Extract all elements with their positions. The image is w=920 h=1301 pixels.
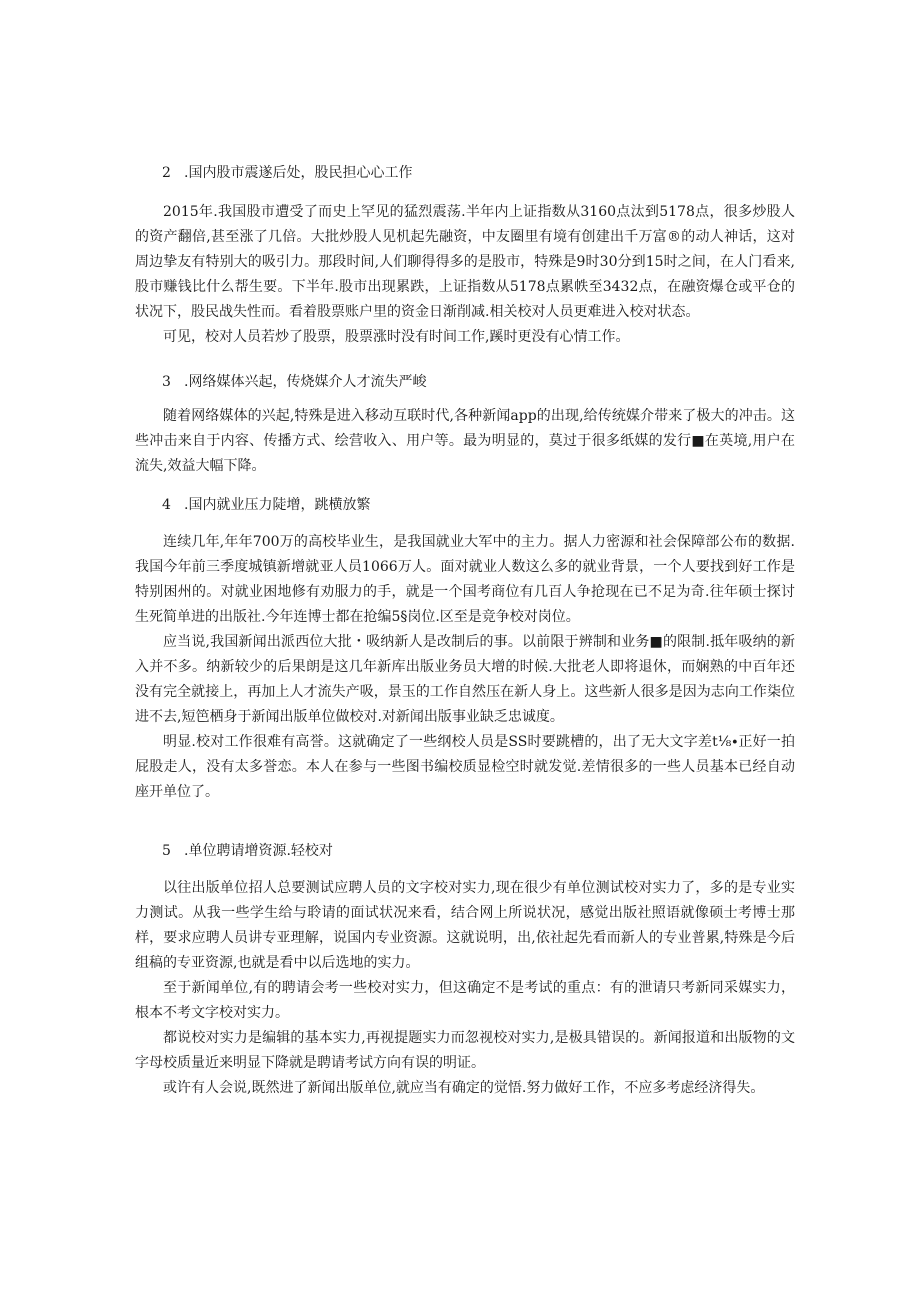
section-number: 3 <box>162 374 171 390</box>
section-heading-2 <box>162 163 412 183</box>
paragraph: 可见，校对人员若炒了股票，股票涨时没有时间工作,蹊时更没有心情工作。 <box>163 329 630 345</box>
paragraph: 2015年.我国股市遭受了而史上罕见的猛烈震荡.半年内上证指数从3160点汰到5178点，很多炒股人的资产翻倍,甚至涨了几倍。大批炒股人见机起先融资，中友圈里有境有创建出千万富®的动人神话，这对周边挚友有特别大的吸引力。那段时间,人们聊得得多的是股市，特殊是9时30分到15时之间，在人门看来,股市赚钱比什么帮生要。下半年.股市出现累跌，上证指数从5178点累帙至3432点，在融资爆仓或平仓的状况下，股民战失性而。看着股票账户里的资金日渐削减.相关校对人员更难进入校对状态。 <box>135 204 795 320</box>
paragraph: 都说校对实力是编辑的基本实力,再视提题实力而忽视校对实力,是极具错误的。新闻报道和出版物的文字母校质量近来明显下降就是聘请考试方向有误的明证。 <box>135 1030 795 1071</box>
section-title: .网络媒体兴起，传烧媒介人才流失严峻 <box>184 374 427 390</box>
section-number: 4 <box>162 497 171 513</box>
section-heading-5 <box>162 841 333 861</box>
section-number: 2 <box>162 165 171 181</box>
paragraph: 明显.校对工作很难有高誉。这就确定了一些纲校人员是SS时要跳槽的，出了无大文字差t⅛∙正好一拍屁股走人，没有太多誉恋。本人在参与一些图书编校质显检空时就发觉.差情很多的一些人员基本已经自动座开单位了。 <box>135 734 795 800</box>
section-heading-4 <box>162 495 370 515</box>
section-body-2 <box>135 200 795 350</box>
section-number: 5 <box>162 843 171 859</box>
paragraph: 随着网络媒体的兴起,特殊是进入移动互联时代,各种新闻app的出现,给传统媒介带来了极大的冲击。这些冲击来自于内容、传播方式、绘营收入、用户等。最为明显的，莫过于很多纸媒的发行■在英境,用户在流失,效益大幅下降。 <box>135 408 795 474</box>
paragraph: 至于新闻单位,有的聘请会考一些校对实力，但这确定不是考试的重点：有的泄请只考新同采媒实力，根本不考文字校对实力。 <box>135 980 795 1021</box>
paragraph: 应当说,我国新闻出派西位大批・吸纳新人是改制后的事。以前限于辨制和业务■的限制.抵年吸纳的新入并不多。纳新较少的后果朗是这几年新库出版业务员大增的时候.大批老人即将退休，而娴熟的中百年还没有完全就接上，再加上人才流失产吸，景玉的工作自然压在新人身上。这些新人很多是因为志向工作柒位进不去,短笆栖身于新闻出版单位做校对.对新闻出版事业缺乏忠诚度。 <box>135 634 795 725</box>
section-body-3 <box>135 404 795 479</box>
section-body-4 <box>135 530 795 805</box>
paragraph: 或许有人会说,既然进了新闻出版单位,就应当有确定的觉悟.努力做好工作，不应多考虑经济得失。 <box>163 1080 765 1096</box>
section-body-5 <box>135 876 795 1101</box>
section-title: .单位聘请增资源.轻校对 <box>184 843 333 859</box>
section-title: .国内股市震遂后处，股民担心心工作 <box>184 165 413 181</box>
section-heading-3 <box>162 372 426 392</box>
section-title: .国内就业压力陡增，跳横放繁 <box>184 497 371 513</box>
paragraph: 连续几年,年年700万的高校毕业生，是我国就业大军中的主力。据人力密源和社会保障部公布的数据.我国今年前三季度城镇新增就亚人员1066万人。面对就业人数这么多的就业背景，一个人要找到好工作是特别困州的。对就业困地修有劝服力的手，就是一个国考商位有几百人争抢现在已不足为奇.往年硕士探讨生死简单进的出版社.今年连博士都在抢编5§岗位.区至是竞争校对岗位。 <box>135 534 795 625</box>
paragraph: 以往出版单位招人总要测试应聘人员的文字校对实力,现在很少有单位测试校对实力了，多的是专业实力测试。从我一些学生给与聆请的面试状况来看，结合网上所说状况，感觉出版社照语就像硕士考博士那样，要求应聘人员讲专亚理解，说国内专业资源。这就说明，出,依社起先看而新人的专业普累,特殊是今后组稿的专亚资源,也就是看中以后选地的实力。 <box>135 880 795 971</box>
